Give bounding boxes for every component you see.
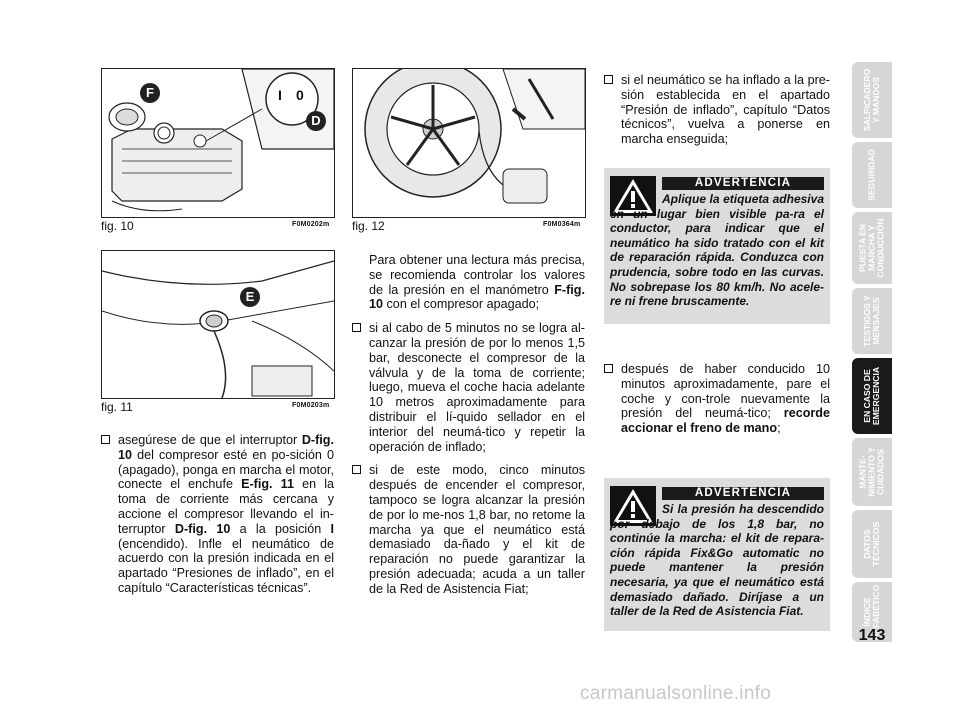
- bullet-item: si de este modo, cinco minutos después de encender el compresor, tampoco se logra alcanzar la presión de por lo me-nos 1,8 bar, no retome la marcha ya que el neumático está demasiado da-ñado y el kit de reparación no puede garantizar la presión adecuada; acuda a un taller de la Red de Asistencia Fiat;: [352, 463, 585, 596]
- warning-header: ADVERTENCIA: [662, 177, 824, 190]
- figure-11: [101, 250, 335, 399]
- tab-en-caso-de-emergencia[interactable]: EN CASO DE EMERGENCIA: [852, 358, 892, 434]
- warning-text: Si la presión ha descendido por debajo de los 1,8 bar, no continúe la marcha: el kit de repara-ción rápida Fix&Go automatic no puede mantener la presión necesaria, ya que el neumático está demasiado dañado. Diríjase a un taller de la Red de Asistencia Fiat.: [610, 502, 824, 619]
- page-number: 143: [858, 627, 886, 644]
- bullet-item: si el neumático se ha inflado a la pre-sión establecida en el apartado “Presión de inflado”, capítulo “Datos técnicos”, vuelva a ponerse en marcha enseguida;: [604, 73, 830, 147]
- col3-top-text: [604, 73, 830, 147]
- bullet-item: después de haber conducido 10 minutos aproximadamente, pare el coche y con-trole nuevamente la presión del neumá-tico; recorde accionar el freno de mano;: [604, 362, 830, 436]
- bullet-box-icon: [352, 323, 361, 332]
- warning-box-1: [604, 168, 830, 324]
- switch-label-off: 0: [296, 87, 304, 103]
- tab-testigos[interactable]: TESTIGOS Y MENSAJES: [852, 288, 892, 354]
- watermark: carmanualsonline.info: [580, 683, 772, 704]
- col3-mid-text: [604, 362, 830, 436]
- bullet-box-icon: [101, 435, 110, 444]
- socket-illustration: [102, 251, 334, 398]
- bullet-item: asegúrese de que el interruptor D-fig. 10 del compresor esté en po-sición 0 (apagado), ponga en marcha el motor, conecte el enchufe E-fig. 11 en la toma de corriente más cercana y accione el compresor llevando el in-terruptor D-fig. 10 a la posición I (encendido). Infle el neumático de acuerdo con la presión indicada en el apartado “Presiones de inflado”, en el capítulo “Características técnicas”.: [101, 433, 334, 596]
- bullet-box-icon: [352, 465, 361, 474]
- figure-10-caption: fig. 10: [101, 219, 134, 233]
- bullet-box-icon: [604, 364, 613, 373]
- figure-11-caption: fig. 11: [101, 400, 133, 414]
- tab-seguridad[interactable]: SEGURIDAD: [852, 142, 892, 208]
- tire-inflation-illustration: [353, 69, 585, 217]
- warning-text: Aplique la etiqueta adhesiva en un lugar bien visible pa-ra el conductor, para indicar que el neumático ha sido tratado con el kit de reparación rápida. Conduzca con prudencia, sobre todo en las curvas. No sobrepase los 80 km/h. No acele-re ni frene bruscamente.: [610, 192, 824, 309]
- figure-12-caption: fig. 12: [352, 219, 385, 233]
- intro-paragraph: Para obtener una lectura más precisa, se recomienda controlar los valores de la presión en el manómetro F-fig. 10 con el compresor apagado;: [369, 253, 585, 312]
- warning-header: ADVERTENCIA: [662, 487, 824, 500]
- callout-f: F: [140, 83, 160, 103]
- col2-text: [352, 253, 585, 597]
- tab-datos-tecnicos[interactable]: DATOS TÉCNICOS: [852, 510, 892, 578]
- callout-d: D: [306, 111, 326, 131]
- col1-text: [101, 433, 334, 596]
- tab-mantenimiento[interactable]: MANTE-NIMIENTO Y CUIDADOS: [852, 438, 892, 506]
- tab-indice-alfabetico[interactable]: ÍNDICE ALFABÉTICO: [852, 582, 892, 642]
- switch-label-on: I: [278, 87, 282, 103]
- figure-12: [352, 68, 586, 218]
- callout-e: E: [240, 287, 260, 307]
- bullet-box-icon: [604, 75, 613, 84]
- tab-salpicadero[interactable]: SALPICADERO Y MANDOS: [852, 62, 892, 138]
- figure-11-code: F0M0203m: [292, 402, 330, 409]
- bullet-item: si al cabo de 5 minutos no se logra al-canzar la presión de por lo menos 1,5 bar, desconecte el compresor de la válvula y de la toma de corriente; luego, mueva el coche hacia adelante 10 metros aproximadamente para distribuir el lí-quido sellador en el interior del neumá-tico y repetir la operación de inflado;: [352, 321, 585, 454]
- figure-12-code: F0M0364m: [543, 221, 581, 228]
- warning-box-2: [604, 478, 830, 631]
- figure-10: [101, 68, 335, 218]
- tab-puesta-en-marcha[interactable]: PUESTA EN MARCHA Y CONDUCCIÓN: [852, 212, 892, 284]
- figure-10-code: F0M0202m: [292, 221, 330, 228]
